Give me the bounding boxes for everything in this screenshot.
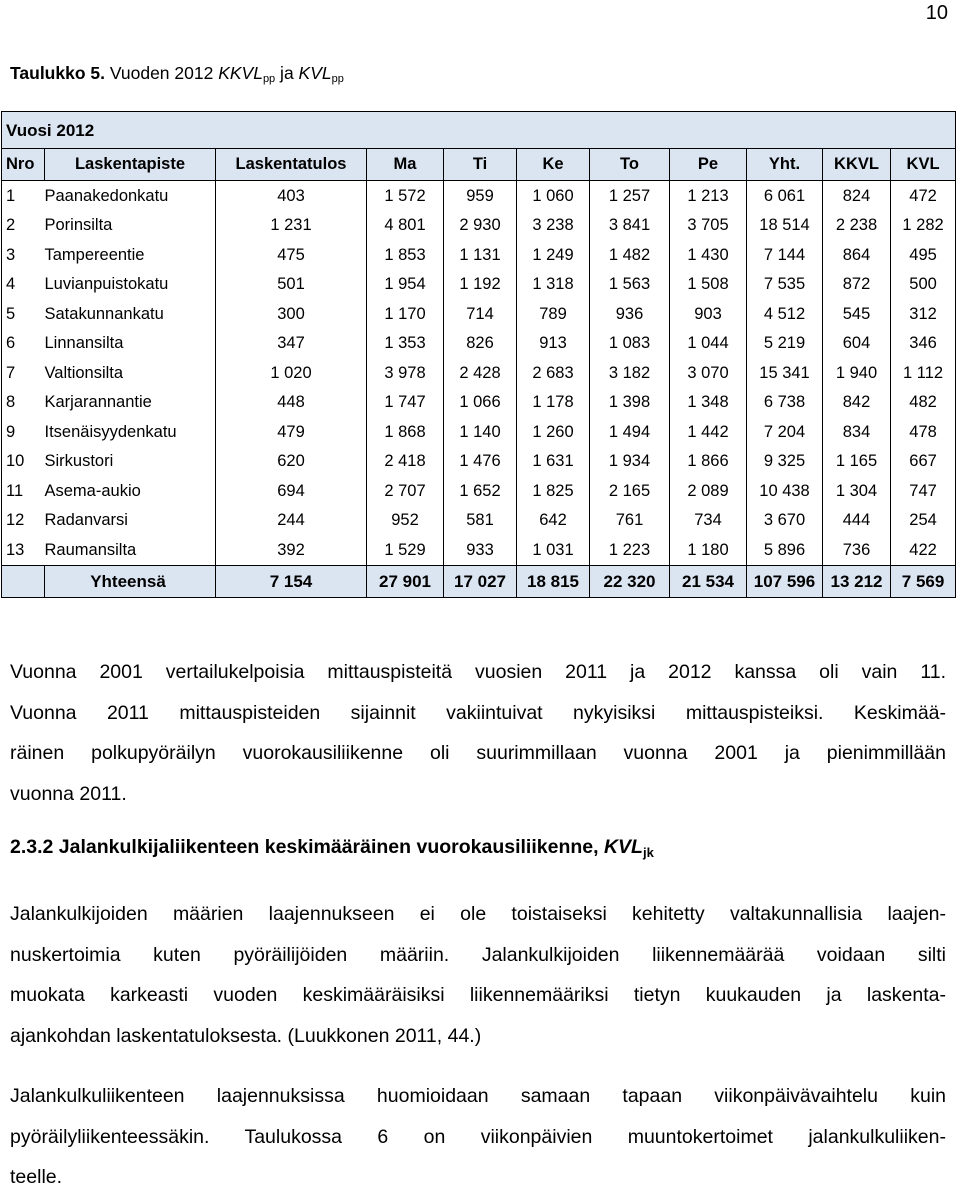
value-cell: 501	[216, 270, 367, 300]
value-cell: 1 260	[517, 417, 590, 447]
value-cell: 300	[216, 299, 367, 329]
value-cell: 244	[216, 506, 367, 536]
value-cell: 3 182	[590, 358, 670, 388]
row-number: 5	[2, 299, 45, 329]
value-cell: 1 083	[590, 329, 670, 359]
value-cell: 4 512	[747, 299, 823, 329]
value-cell: 346	[891, 329, 956, 359]
total-cell: 21 534	[670, 565, 747, 597]
site-name: Porinsilta	[45, 211, 216, 241]
table-row	[2, 270, 956, 300]
table-row	[2, 299, 956, 329]
value-cell: 7 144	[747, 240, 823, 270]
table-row	[2, 388, 956, 418]
caption-and: ja	[275, 63, 299, 83]
caption-kkvl: KKVL	[218, 63, 263, 83]
value-cell: 1 165	[823, 447, 891, 477]
row-number: 6	[2, 329, 45, 359]
value-cell: 936	[590, 299, 670, 329]
site-name: Radanvarsi	[45, 506, 216, 536]
caption-kvl-sub: pp	[331, 73, 344, 85]
value-cell: 403	[216, 181, 367, 211]
section-title: Jalankulkijaliikenteen keskimääräinen vuorokausiliikenne,	[53, 836, 604, 858]
value-cell: 1 652	[444, 476, 517, 506]
year-label: Vuosi 2012	[2, 112, 956, 149]
value-cell: 1 508	[670, 270, 747, 300]
value-cell: 1 934	[590, 447, 670, 477]
value-cell: 18 514	[747, 211, 823, 241]
value-cell: 6 738	[747, 388, 823, 418]
table-row	[2, 535, 956, 565]
value-cell: 714	[444, 299, 517, 329]
value-cell: 444	[823, 506, 891, 536]
value-cell: 1 572	[367, 181, 444, 211]
value-cell: 545	[823, 299, 891, 329]
value-cell: 1 257	[590, 181, 670, 211]
value-cell: 1 747	[367, 388, 444, 418]
value-cell: 826	[444, 329, 517, 359]
value-cell: 620	[216, 447, 367, 477]
value-cell: 1 223	[590, 535, 670, 565]
site-name: Satakunnankatu	[45, 299, 216, 329]
value-cell: 2 165	[590, 476, 670, 506]
table-row	[2, 358, 956, 388]
row-number: 3	[2, 240, 45, 270]
value-cell: 747	[891, 476, 956, 506]
value-cell: 1 353	[367, 329, 444, 359]
value-cell: 864	[823, 240, 891, 270]
value-cell: 1 825	[517, 476, 590, 506]
paragraph-line: muokata karkeasti vuoden keskimääräisiksi liikennemääriksi tietyn kuukauden ja laskenta-	[10, 984, 946, 1006]
value-cell: 1 282	[891, 211, 956, 241]
paragraph-weekday-variation	[10, 1076, 946, 1198]
total-cell: 17 027	[444, 565, 517, 597]
paragraph-line: pyöräilyliikenteessäkin. Taulukossa 6 on viikonpäivien muuntokertoimet jalankulkuliiken-	[10, 1125, 946, 1148]
total-cell	[2, 565, 45, 597]
value-cell: 1 249	[517, 240, 590, 270]
value-cell: 842	[823, 388, 891, 418]
value-cell: 1 868	[367, 417, 444, 447]
value-cell: 2 707	[367, 476, 444, 506]
value-cell: 3 841	[590, 211, 670, 241]
value-cell: 479	[216, 417, 367, 447]
column-header: Ti	[444, 149, 517, 181]
value-cell: 1 170	[367, 299, 444, 329]
value-cell: 1 866	[670, 447, 747, 477]
value-cell: 347	[216, 329, 367, 359]
value-cell: 959	[444, 181, 517, 211]
table-row	[2, 211, 956, 241]
value-cell: 694	[216, 476, 367, 506]
site-name: Raumansilta	[45, 535, 216, 565]
value-cell: 1 178	[517, 388, 590, 418]
value-cell: 789	[517, 299, 590, 329]
value-cell: 1 430	[670, 240, 747, 270]
value-cell: 2 089	[670, 476, 747, 506]
site-name: Paanakedonkatu	[45, 181, 216, 211]
table-body	[2, 181, 956, 566]
site-name: Valtionsilta	[45, 358, 216, 388]
value-cell: 581	[444, 506, 517, 536]
caption-text: Vuoden 2012	[104, 63, 219, 83]
value-cell: 1 954	[367, 270, 444, 300]
value-cell: 734	[670, 506, 747, 536]
column-header: Laskentatulos	[216, 149, 367, 181]
total-cell: 7 154	[216, 565, 367, 597]
column-header: Yht.	[747, 149, 823, 181]
row-number: 2	[2, 211, 45, 241]
site-name: Sirkustori	[45, 447, 216, 477]
column-header: Laskentapiste	[45, 149, 216, 181]
value-cell: 10 438	[747, 476, 823, 506]
value-cell: 872	[823, 270, 891, 300]
paragraph-line: Jalankulkijoiden määrien laajennukseen ei ole toistaiseksi kehitetty valtakunnallisia laajen-	[10, 903, 946, 925]
section-number: 2.3.2	[10, 836, 54, 858]
value-cell: 3 238	[517, 211, 590, 241]
total-label: Yhteensä	[45, 565, 216, 597]
table-row	[2, 181, 956, 211]
value-cell: 1 442	[670, 417, 747, 447]
value-cell: 1 131	[444, 240, 517, 270]
total-cell: 18 815	[517, 565, 590, 597]
value-cell: 1 044	[670, 329, 747, 359]
paragraph-comparison	[10, 652, 946, 814]
paragraph-line: räinen polkupyöräilyn vuorokausiliikenne oli suurimmillaan vuonna 2001 ja pienimmillään	[10, 742, 946, 764]
paragraph-line: Jalankulkuliikenteen laajennuksissa huomioidaan samaan tapaan viikonpäivävaihtelu kuin	[10, 1085, 946, 1107]
value-cell: 15 341	[747, 358, 823, 388]
table-row	[2, 240, 956, 270]
section-kvl-sub: jk	[642, 845, 654, 860]
table-row	[2, 447, 956, 477]
value-cell: 482	[891, 388, 956, 418]
table-row	[2, 476, 956, 506]
value-cell: 761	[590, 506, 670, 536]
page-number: 10	[925, 2, 948, 24]
value-cell: 667	[891, 447, 956, 477]
value-cell: 9 325	[747, 447, 823, 477]
value-cell: 472	[891, 181, 956, 211]
caption-kkvl-sub: pp	[262, 73, 276, 85]
row-number: 11	[2, 476, 45, 506]
paragraph-line: ajankohdan laskentatuloksesta. (Luukkonen 2011, 44.)	[10, 1024, 482, 1047]
value-cell: 1 529	[367, 535, 444, 565]
value-cell: 4 801	[367, 211, 444, 241]
value-cell: 642	[517, 506, 590, 536]
value-cell: 1 398	[590, 388, 670, 418]
year-row	[2, 112, 956, 149]
value-cell: 933	[444, 535, 517, 565]
value-cell: 3 070	[670, 358, 747, 388]
value-cell: 7 204	[747, 417, 823, 447]
header-row	[2, 149, 956, 181]
value-cell: 2 683	[517, 358, 590, 388]
value-cell: 1 348	[670, 388, 747, 418]
value-cell: 448	[216, 388, 367, 418]
column-header: Ma	[367, 149, 444, 181]
column-header: Pe	[670, 149, 747, 181]
row-number: 12	[2, 506, 45, 536]
value-cell: 478	[891, 417, 956, 447]
table-row	[2, 506, 956, 536]
site-name: Linnansilta	[45, 329, 216, 359]
paragraph-line: Vuonna 2001 vertailukelpoisia mittauspisteitä vuosien 2011 ja 2012 kanssa oli vain 11.	[10, 661, 946, 683]
paragraph-line: teelle.	[10, 1166, 63, 1188]
value-cell: 913	[517, 329, 590, 359]
value-cell: 500	[891, 270, 956, 300]
value-cell: 422	[891, 535, 956, 565]
column-header: Ke	[517, 149, 590, 181]
value-cell: 1 231	[216, 211, 367, 241]
column-header: KVL	[891, 149, 956, 181]
value-cell: 495	[891, 240, 956, 270]
value-cell: 2 428	[444, 358, 517, 388]
value-cell: 3 705	[670, 211, 747, 241]
row-number: 7	[2, 358, 45, 388]
site-name: Asema-aukio	[45, 476, 216, 506]
column-header: To	[590, 149, 670, 181]
value-cell: 834	[823, 417, 891, 447]
value-cell: 1 180	[670, 535, 747, 565]
total-cell: 107 596	[747, 565, 823, 597]
caption-label: Taulukko 5.	[10, 63, 105, 83]
value-cell: 254	[891, 506, 956, 536]
value-cell: 392	[216, 535, 367, 565]
total-row	[2, 565, 956, 597]
value-cell: 3 670	[747, 506, 823, 536]
value-cell: 1 192	[444, 270, 517, 300]
caption-kvl: KVL	[298, 63, 332, 83]
value-cell: 2 238	[823, 211, 891, 241]
row-number: 1	[2, 181, 45, 211]
table-row	[2, 417, 956, 447]
value-cell: 1 213	[670, 181, 747, 211]
value-cell: 5 219	[747, 329, 823, 359]
paragraph-line: nuskertoimia kuten pyöräilijöiden määriin. Jalankulkijoiden liikennemäärää voidaan silti	[10, 943, 946, 966]
value-cell: 1 476	[444, 447, 517, 477]
row-number: 13	[2, 535, 45, 565]
value-cell: 1 494	[590, 417, 670, 447]
paragraph-line: Vuonna 2011 mittauspisteiden sijainnit vakiintuivat nykyisiksi mittauspisteiksi. Keskimää-	[10, 701, 946, 724]
value-cell: 1 060	[517, 181, 590, 211]
column-header: Nro	[2, 149, 45, 181]
total-cell: 22 320	[590, 565, 670, 597]
value-cell: 1 304	[823, 476, 891, 506]
value-cell: 5 896	[747, 535, 823, 565]
traffic-table	[1, 111, 956, 598]
site-name: Tampereentie	[45, 240, 216, 270]
value-cell: 824	[823, 181, 891, 211]
total-cell: 27 901	[367, 565, 444, 597]
value-cell: 1 020	[216, 358, 367, 388]
value-cell: 1 112	[891, 358, 956, 388]
value-cell: 1 563	[590, 270, 670, 300]
site-name: Luvianpuistokatu	[45, 270, 216, 300]
row-number: 9	[2, 417, 45, 447]
value-cell: 604	[823, 329, 891, 359]
row-number: 8	[2, 388, 45, 418]
value-cell: 1 631	[517, 447, 590, 477]
paragraph-pedestrian-expansion	[10, 894, 946, 1056]
total-cell: 13 212	[823, 565, 891, 597]
value-cell: 1 140	[444, 417, 517, 447]
table-row	[2, 329, 956, 359]
value-cell: 1 940	[823, 358, 891, 388]
value-cell: 1 318	[517, 270, 590, 300]
table-caption	[10, 63, 344, 85]
value-cell: 1 853	[367, 240, 444, 270]
site-name: Karjarannantie	[45, 388, 216, 418]
value-cell: 3 978	[367, 358, 444, 388]
value-cell: 736	[823, 535, 891, 565]
section-heading	[10, 836, 654, 860]
value-cell: 1 031	[517, 535, 590, 565]
value-cell: 952	[367, 506, 444, 536]
value-cell: 2 930	[444, 211, 517, 241]
total-cell: 7 569	[891, 565, 956, 597]
row-number: 4	[2, 270, 45, 300]
value-cell: 312	[891, 299, 956, 329]
row-number: 10	[2, 447, 45, 477]
value-cell: 7 535	[747, 270, 823, 300]
value-cell: 2 418	[367, 447, 444, 477]
column-header: KKVL	[823, 149, 891, 181]
site-name: Itsenäisyydenkatu	[45, 417, 216, 447]
value-cell: 475	[216, 240, 367, 270]
value-cell: 6 061	[747, 181, 823, 211]
section-kvl: KVL	[603, 836, 643, 858]
value-cell: 1 066	[444, 388, 517, 418]
value-cell: 903	[670, 299, 747, 329]
paragraph-line: vuonna 2011.	[10, 782, 127, 805]
value-cell: 1 482	[590, 240, 670, 270]
